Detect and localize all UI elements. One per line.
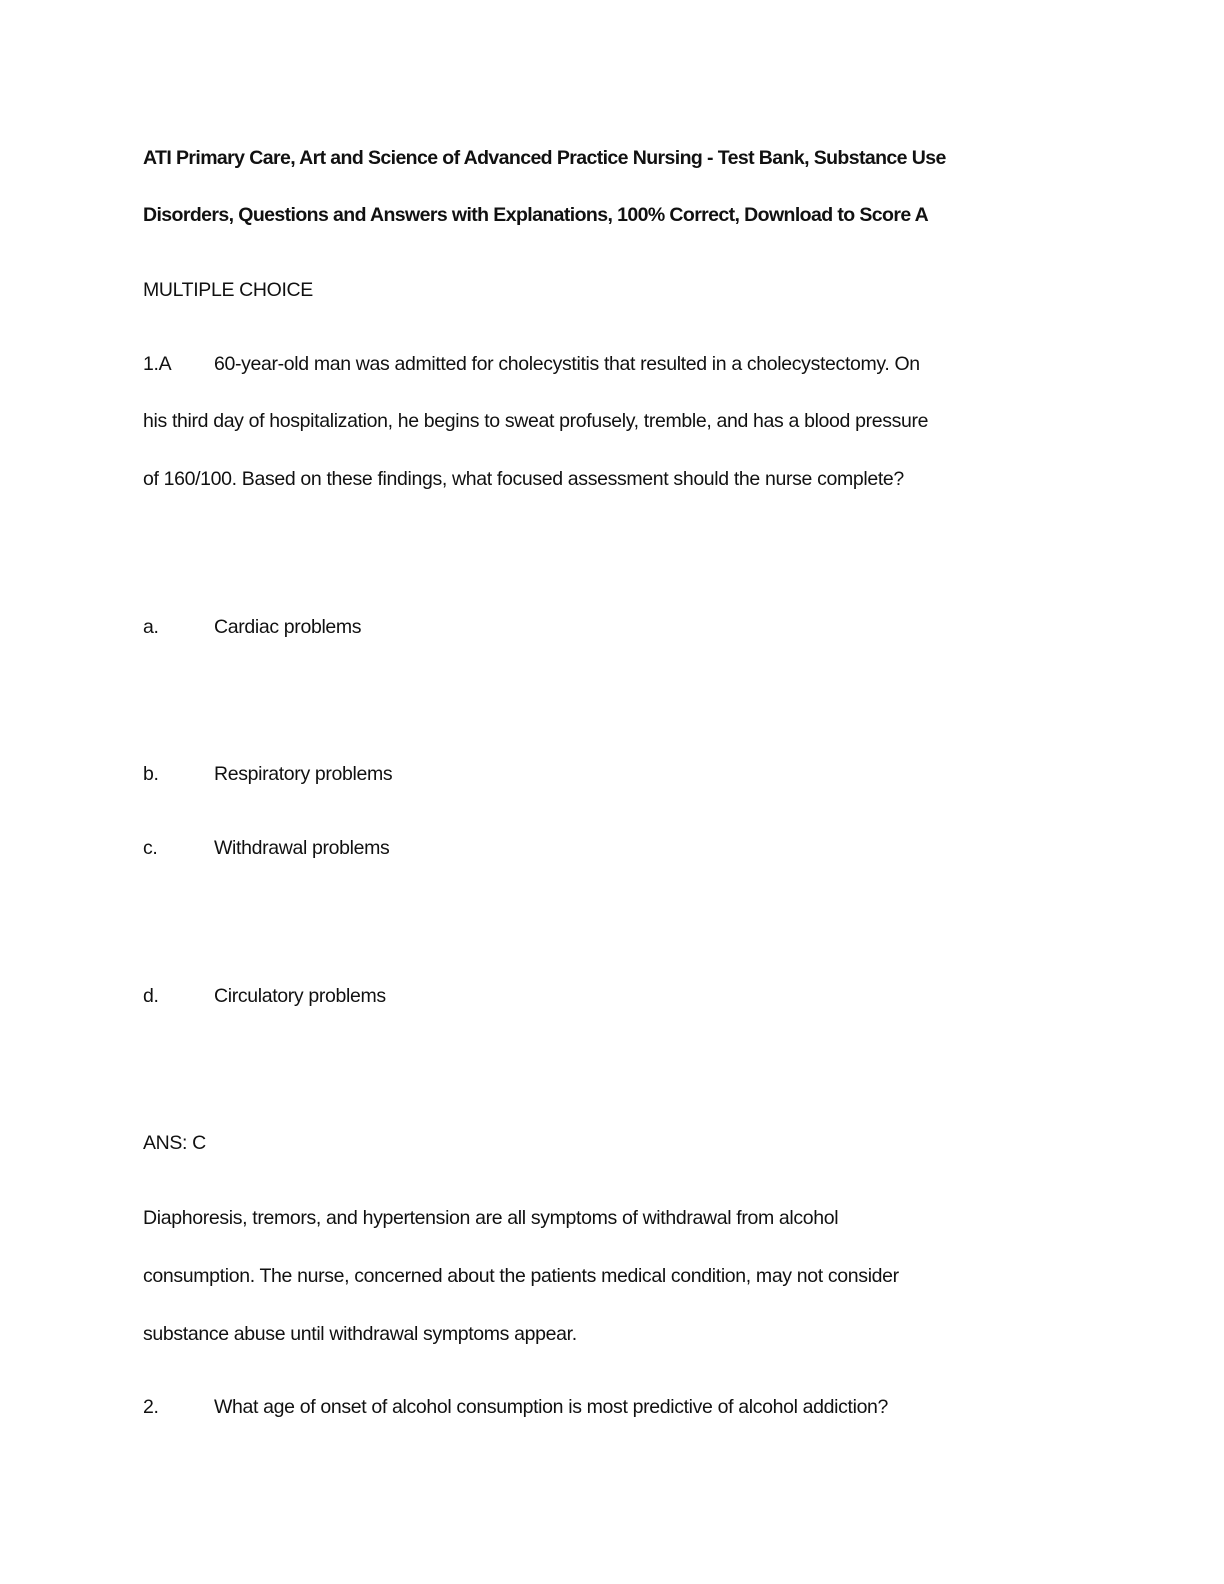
option-letter: a.: [143, 616, 159, 638]
option-text: Cardiac problems: [214, 616, 362, 638]
question-1-line-3: of 160/100. Based on these findings, what focused assessment should the nurse complete?: [143, 468, 904, 490]
option-text: Withdrawal problems: [214, 837, 390, 859]
option-letter: d.: [143, 985, 159, 1007]
option-a: [143, 615, 361, 639]
option-letter: c.: [143, 837, 158, 859]
section-heading: MULTIPLE CHOICE: [143, 279, 313, 301]
option-letter: b.: [143, 763, 159, 785]
explanation-line-3: substance abuse until withdrawal symptoms appear.: [143, 1323, 577, 1345]
explanation-line-1: Diaphoresis, tremors, and hypertension are all symptoms of withdrawal from alcohol: [143, 1207, 839, 1229]
option-text: Respiratory problems: [214, 763, 393, 785]
document-title-line-2: Disorders, Questions and Answers with Explanations, 100% Correct, Download to Score A: [143, 204, 929, 226]
question-stem: What age of onset of alcohol consumption is most predictive of alcohol addiction?: [214, 1396, 889, 1418]
document-title-line-1: ATI Primary Care, Art and Science of Advanced Practice Nursing - Test Bank, Substance Use: [143, 147, 946, 169]
question-stem: 60-year-old man was admitted for cholecystitis that resulted in a cholecystectomy. On: [214, 353, 920, 375]
option-text: Circulatory problems: [214, 985, 386, 1007]
question-2: [143, 1395, 888, 1419]
explanation-line-2: consumption. The nurse, concerned about the patients medical condition, may not consider: [143, 1265, 899, 1287]
option-d: [143, 984, 386, 1008]
question-number: 2.: [143, 1396, 159, 1418]
question-1-line-1: [143, 352, 920, 376]
question-1-line-2: his third day of hospitalization, he begins to sweat profusely, tremble, and has a blood pressure: [143, 410, 929, 432]
answer-key: ANS: C: [143, 1132, 206, 1154]
question-number: 1.A: [143, 353, 172, 375]
option-c: [143, 836, 389, 860]
option-b: [143, 762, 392, 786]
